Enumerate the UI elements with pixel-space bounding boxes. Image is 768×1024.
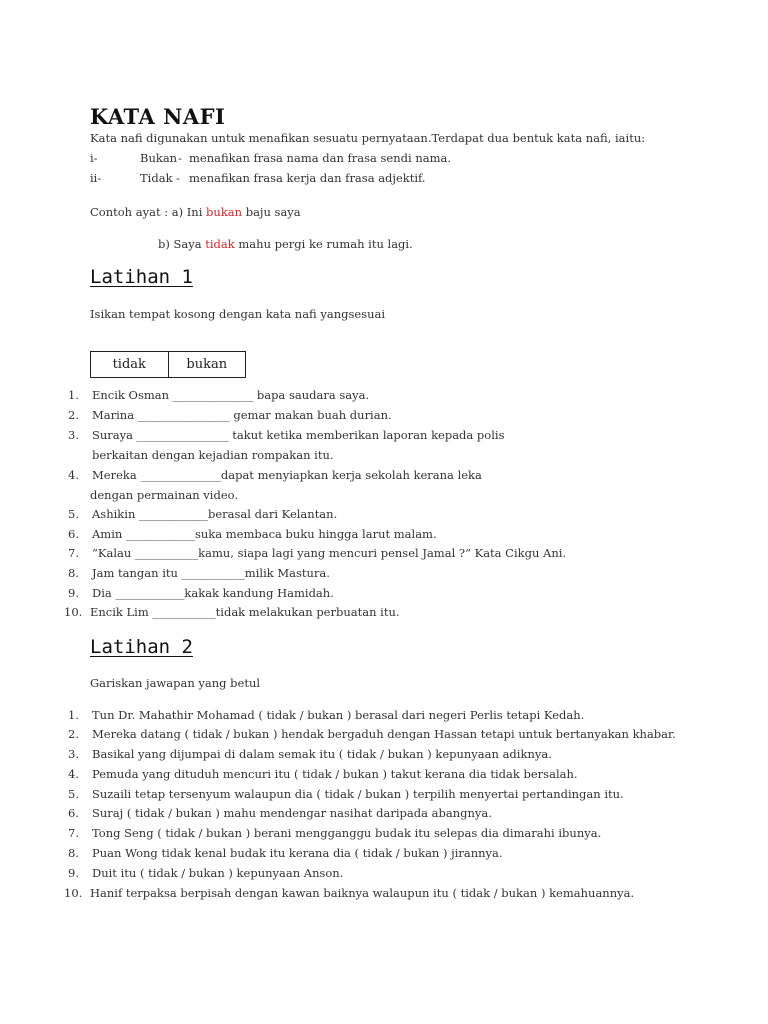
item-number: 3. <box>68 428 79 442</box>
question-item: Tong Seng ( tidak / bukan ) berani mengganggu budak itu selepas dia dimarahi ibunya. <box>92 826 602 840</box>
question-item: Suraj ( tidak / bukan ) mahu mendengar nasihat daripada abangnya. <box>92 806 492 820</box>
question-item: Ashikin ____________berasal dari Kelantan. <box>92 507 338 521</box>
form-2-num: ii- <box>90 171 102 185</box>
question-item: Hanif terpaksa berpisah dengan kawan baiknya walaupun itu ( tidak / bukan ) kemahuannya. <box>90 886 635 900</box>
item-number: 1. <box>68 388 79 402</box>
intro-text: Kata nafi digunakan untuk menafikan sesuatu pernyataan.Terdapat dua bentuk kata nafi, iaitu: <box>90 131 646 145</box>
form-1-desc: menafikan frasa nama dan frasa sendi nama. <box>189 151 452 165</box>
question-item: Amin ____________suka membaca buku hingga larut malam. <box>92 527 437 541</box>
page-title: KATA NAFI <box>90 104 226 129</box>
question-item: Mereka ______________dapat menyiapkan kerja sekolah kerana leka <box>92 468 482 482</box>
item-number: 1. <box>68 708 79 722</box>
form-1-word: Bukan <box>140 151 178 165</box>
example-b-kata-nafi: tidak <box>205 237 235 251</box>
item-number: 8. <box>68 846 79 860</box>
question-item: Pemuda yang dituduh mencuri itu ( tidak / bukan ) takut kerana dia tidak bersalah. <box>92 767 578 781</box>
word-box-tidak: tidak <box>112 357 146 372</box>
question-item: Dia ____________kakak kandung Hamidah. <box>92 586 334 600</box>
item-number: 2. <box>68 727 79 741</box>
form-2-desc: menafikan frasa kerja dan frasa adjektif. <box>189 171 426 185</box>
item-number: 4. <box>68 468 79 482</box>
question-item-continuation: dengan permainan video. <box>90 488 239 502</box>
form-1-num: i- <box>90 151 98 165</box>
item-number: 3. <box>68 747 79 761</box>
question-item: Suzaili tetap tersenyum walaupun dia ( tidak / bukan ) terpilih menyertai pertandingan itu. <box>92 787 624 801</box>
item-number: 8. <box>68 566 79 580</box>
item-number: 5. <box>68 787 79 801</box>
question-item: Marina ________________ gemar makan buah durian. <box>92 408 392 422</box>
word-box-bukan: bukan <box>168 352 246 377</box>
example-b <box>158 237 413 251</box>
latihan-1-instruction: Isikan tempat kosong dengan kata nafi yangsesuai <box>90 307 386 321</box>
form-2-sep: - <box>176 171 180 185</box>
form-2-word: Tidak <box>140 171 173 185</box>
latihan-2-instruction: Gariskan jawapan yang betul <box>90 676 261 690</box>
item-number: 7. <box>68 546 79 560</box>
question-item: Duit itu ( tidak / bukan ) kepunyaan Anson. <box>92 866 344 880</box>
item-number: 5. <box>68 507 79 521</box>
word-box <box>90 351 246 378</box>
latihan-1-heading: Latihan 1 <box>90 266 193 288</box>
question-item: Encik Osman ______________ bapa saudara saya. <box>92 388 370 402</box>
example-b-prefix: b) Saya <box>158 237 206 251</box>
question-item: Tun Dr. Mahathir Mohamad ( tidak / bukan ) berasal dari negeri Perlis tetapi Kedah. <box>92 708 585 722</box>
question-item: Encik Lim ___________tidak melakukan perbuatan itu. <box>90 605 400 619</box>
example-a-suffix: baju saya <box>242 205 301 219</box>
example-a-prefix: Contoh ayat : a) Ini <box>90 205 207 219</box>
example-a-kata-nafi: bukan <box>206 205 243 219</box>
item-number: 10. <box>64 605 83 619</box>
item-number: 6. <box>68 806 79 820</box>
question-item: “Kalau ___________kamu, siapa lagi yang mencuri pensel Jamal ?” Kata Cikgu Ani. <box>92 546 567 560</box>
item-number: 6. <box>68 527 79 541</box>
question-item: Suraya ________________ takut ketika memberikan laporan kepada polis <box>92 428 505 442</box>
item-number: 9. <box>68 586 79 600</box>
example-b-suffix: mahu pergi ke rumah itu lagi. <box>234 237 413 251</box>
latihan-2-heading: Latihan 2 <box>90 636 193 658</box>
question-item: Basikal yang dijumpai di dalam semak itu ( tidak / bukan ) kepunyaan adiknya. <box>92 747 552 761</box>
question-item: Mereka datang ( tidak / bukan ) hendak bergaduh dengan Hassan tetapi untuk bertanyakan khabar. <box>92 727 676 741</box>
form-1-sep: - <box>178 151 182 165</box>
question-item: Puan Wong tidak kenal budak itu kerana dia ( tidak / bukan ) jirannya. <box>92 846 503 860</box>
item-number: 2. <box>68 408 79 422</box>
question-item-continuation: berkaitan dengan kejadian rompakan itu. <box>92 448 334 462</box>
item-number: 4. <box>68 767 79 781</box>
item-number: 10. <box>64 886 83 900</box>
item-number: 7. <box>68 826 79 840</box>
item-number: 9. <box>68 866 79 880</box>
example-a <box>90 205 301 219</box>
question-item: Jam tangan itu ___________milik Mastura. <box>92 566 330 580</box>
